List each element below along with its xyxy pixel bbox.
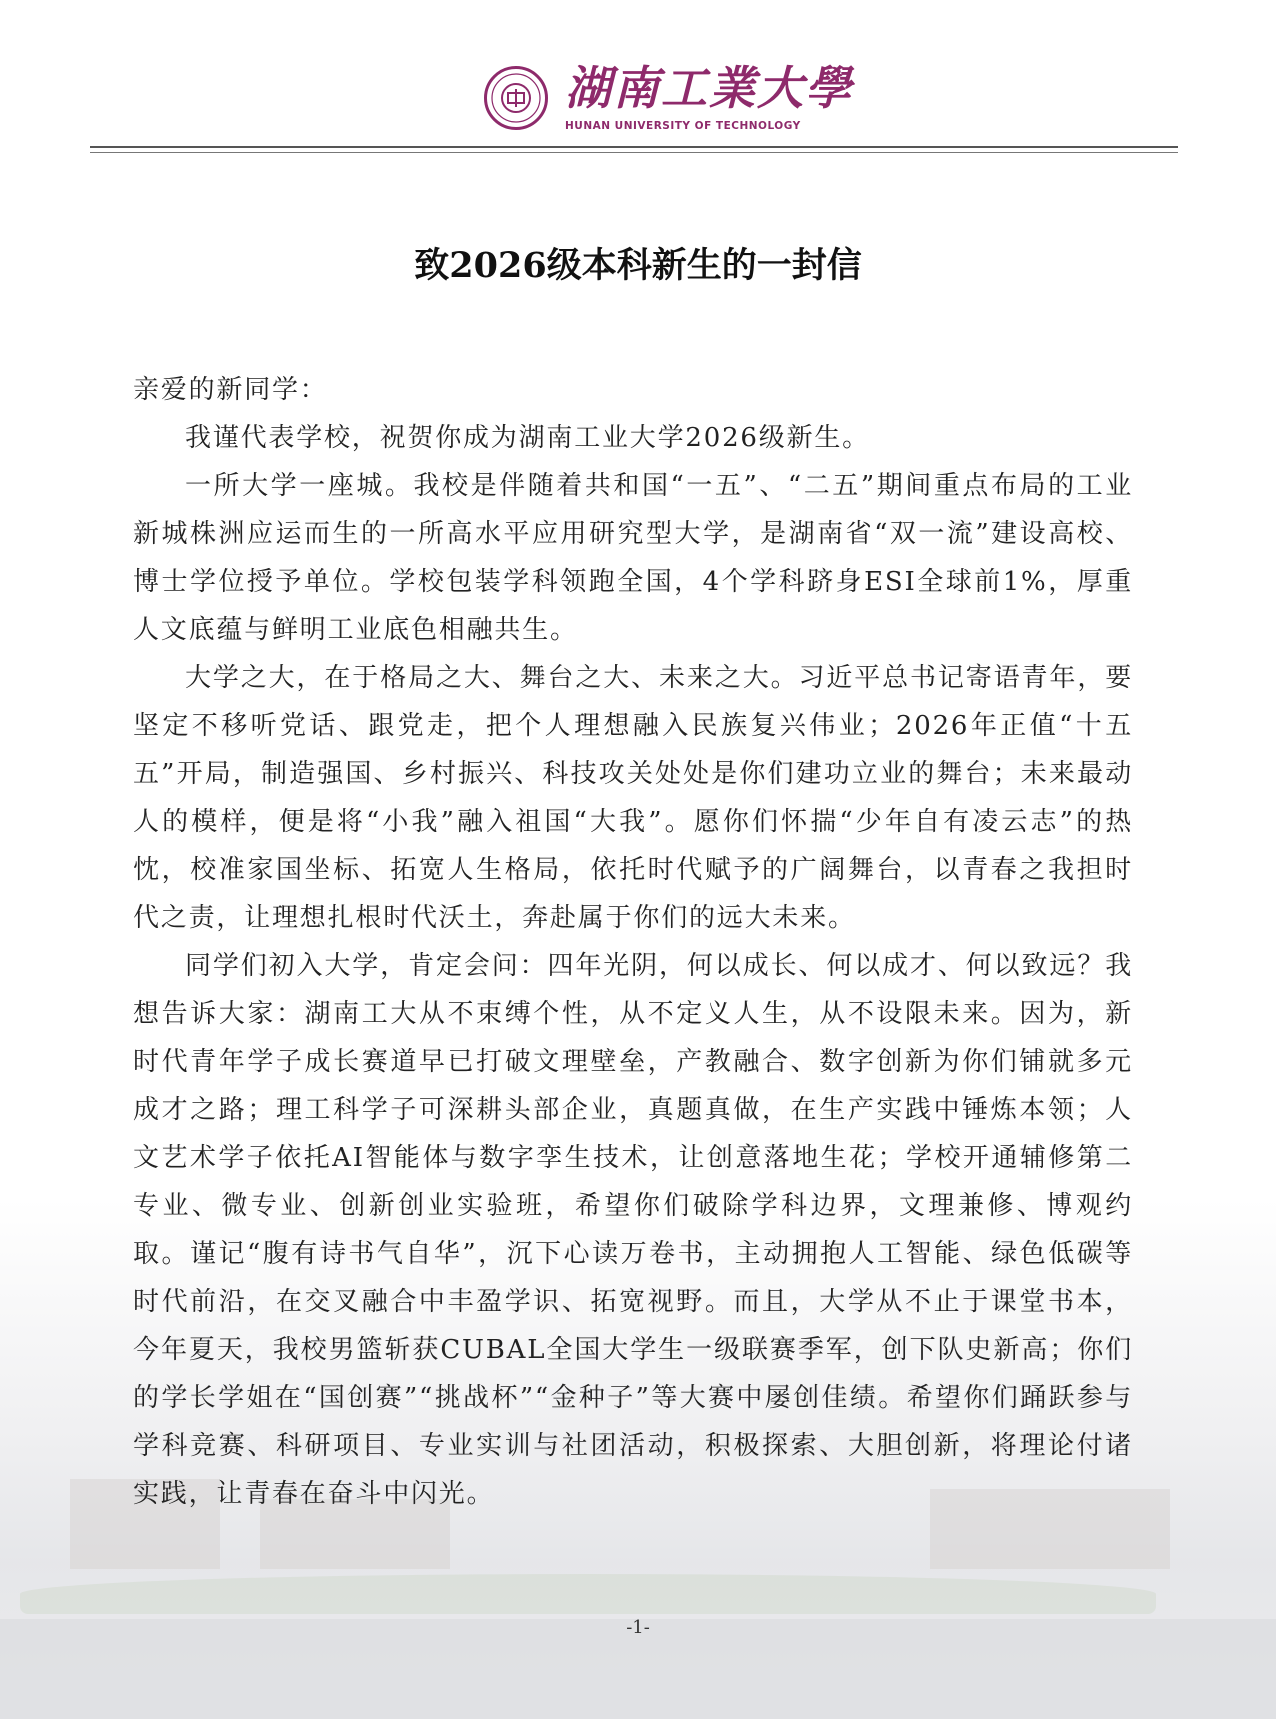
university-seal-icon	[484, 66, 548, 130]
letter-title: 致2026级本科新生的一封信	[414, 245, 862, 286]
page-number: -1-	[626, 1617, 650, 1638]
university-name-logo: 湖南工業大學	[565, 61, 853, 115]
seal-emblem-icon	[487, 69, 545, 127]
paragraph-2: 一所大学一座城。我校是伴随着共和国“一五”、“二五”期间重点布局的工业新城株洲应运而生的一所高水平应用研究型大学，是湖南省“双一流”建设高校、博士学位授予单位。学校包装学科领跑全国，4个学科跻身ESI全球前1%，厚重人文底蕴与鲜明工业底色相融共生。	[133, 471, 1133, 645]
header-divider	[90, 146, 1178, 148]
campus-lawn	[20, 1574, 1156, 1614]
salutation: 亲爱的新同学：	[133, 375, 328, 405]
paragraph-3: 大学之大，在于格局之大、舞台之大、未来之大。习近平总书记寄语青年，要坚定不移听党话、跟党走，把个人理想融入民族复兴伟业；2026年正值“十五五”开局，制造强国、乡村振兴、科技攻关处处是你们建功立业的舞台；未来最动人的模样，便是将“小我”融入祖国“大我”。愿你们怀揣“少年自有凌云志”的热忱，校准家国坐标、拓宽人生格局，依托时代赋予的广阔舞台，以青春之我担时代之责，让理想扎根时代沃土，奔赴属于你们的远大未来。	[133, 663, 1133, 933]
letter-body	[133, 366, 1133, 1518]
paragraph-4: 同学们初入大学，肯定会问：四年光阴，何以成长、何以成才、何以致远？我想告诉大家：湖南工大从不束缚个性，从不定义人生，从不设限未来。因为，新时代青年学子成长赛道早已打破文理壁垒，产教融合、数字创新为你们铺就多元成才之路；理工科学子可深耕头部企业，真题真做，在生产实践中锤炼本领；人文艺术学子依托AI智能体与数字孪生技术，让创意落地生花；学校开通辅修第二专业、微专业、创新创业实验班，希望你们破除学科边界，文理兼修、博观约取。谨记“腹有诗书气自华”，沉下心读万卷书，主动拥抱人工智能、绿色低碳等时代前沿，在交叉融合中丰盈学识、拓宽视野。而且，大学从不止于课堂书本，今年夏天，我校男篮斩获CUBAL全国大学生一级联赛季军，创下队史新高；你们的学长学姐在“国创赛”“挑战杯”“金种子”等大赛中屡创佳绩。希望你们踊跃参与学科竞赛、科研项目、专业实训与社团活动，积极探索、大胆创新，将理论付诸实践，让青春在奋斗中闪光。	[133, 951, 1133, 1509]
letterhead	[0, 58, 1276, 138]
header-divider-thin	[90, 152, 1178, 153]
paragraph-1: 我谨代表学校，祝贺你成为湖南工业大学2026级新生。	[185, 423, 870, 453]
university-english-name: HUNAN UNIVERSITY OF TECHNOLOGY	[565, 120, 801, 132]
